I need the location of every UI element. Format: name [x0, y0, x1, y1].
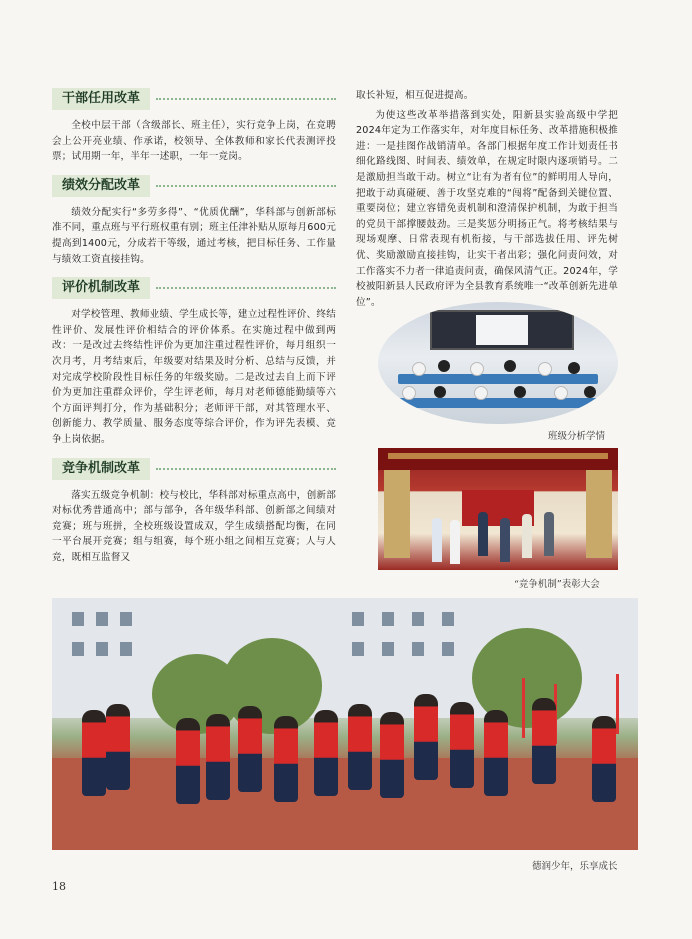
marching-student	[82, 710, 106, 796]
marching-student	[484, 710, 508, 796]
award-recipient	[522, 514, 532, 558]
red-flag	[522, 678, 525, 738]
dotted-rule	[156, 468, 336, 470]
right-column	[356, 88, 618, 320]
section-heading	[52, 88, 336, 110]
student	[504, 360, 516, 372]
student	[554, 386, 568, 400]
dotted-rule	[156, 98, 336, 100]
marching-student	[314, 710, 338, 796]
photo-caption: 德润少年，乐享成长	[532, 861, 618, 872]
section-evaluation-mechanism	[52, 277, 336, 447]
marching-student	[592, 716, 616, 802]
marching-student	[238, 706, 262, 792]
marching-student	[176, 718, 200, 804]
section-title: 评价机制改革	[52, 277, 150, 299]
photo-caption: “竞争机制”表彰大会	[514, 579, 600, 590]
section-heading	[52, 458, 336, 480]
section-heading	[52, 175, 336, 197]
section-title: 绩效分配改革	[52, 175, 150, 197]
implementation-paragraph: 为使这些改革举措落到实处，阳新县实验高级中学把2024年定为工作落实年，对年度目标任务、改革措施积极推进：一是挂图作战销清单。各部门根据年度工作计划责任书细化路线图、时间表、绩效单，在规定时限内逐项销号。二是激励担当敢干动。树立“让有为者有位”的鲜明用人导向，把敢于动真碰硬、善于攻坚克难的“闯将”配备到关键位置、重要岗位；建立容错免责机制和澄清保护机制，为敢于担当的党员干部撑腰鼓劲。三是奖惩分明扬正气。将考核结果与现场观摩、日常表现有机衔接，与干部选拔任用、评先树优、奖励激励直接挂钩，让实干者出彩；强化问责问效，对工作落实不力者一律追责问责，确保风清气正。2024年，学校被阳新县人民政府评为全县教育系统唯一“改革创新先进单位”。	[356, 109, 618, 308]
student	[584, 386, 596, 398]
ceremony-photo	[378, 448, 618, 570]
red-flag	[616, 674, 619, 734]
award-recipient	[478, 512, 488, 556]
classroom-screen	[430, 310, 574, 350]
desk-row	[398, 374, 598, 384]
section-performance-pay	[52, 175, 336, 267]
dotted-rule	[156, 287, 336, 289]
stage-curtain	[586, 470, 612, 558]
marching-student	[348, 704, 372, 790]
dotted-rule	[156, 185, 336, 187]
marching-student	[380, 712, 404, 798]
marching-student	[450, 702, 474, 788]
award-recipient	[500, 518, 510, 562]
section-competition-mechanism	[52, 458, 336, 566]
section-paragraph: 落实五级竞争机制：校与校比，华科部对标重点高中，创新部对标优秀普通高中；部与部争，各年级华科部、创新部之间绩对竞赛；班与班拼，全校班级设置成双，学生成绩搭配均衡，在同一平台展开竞赛；组与组赛，每个班小组之间相互竞赛；人与人竞，既相互监督又	[52, 489, 336, 563]
section-cadre-appointment	[52, 88, 336, 165]
tree	[222, 638, 322, 734]
marching-student	[414, 694, 438, 780]
desk-row	[388, 398, 608, 408]
student	[538, 362, 552, 376]
student	[438, 360, 450, 372]
marching-student	[206, 714, 230, 800]
stage-curtain	[384, 470, 410, 558]
student	[514, 386, 526, 398]
section-paragraph: 全校中层干部（含级部长、班主任），实行竞争上岗，在竞聘会上公开亮业绩、作承诺，校领导、全体教师和家长代表测评投票；试用期一年，半年一述职，一年一竞岗。	[52, 120, 336, 163]
student	[470, 362, 484, 376]
award-recipient	[544, 512, 554, 556]
section-title: 干部任用改革	[52, 88, 150, 110]
marching-student	[274, 716, 298, 802]
classroom-photo	[378, 302, 618, 424]
student	[434, 386, 446, 398]
marching-student	[106, 704, 130, 790]
marching-student	[532, 698, 556, 784]
page-number: 18	[52, 880, 66, 893]
award-recipient	[450, 520, 460, 564]
section-paragraph: 绩效分配实行“多劳多得”、“优质优酬”，华科部与创新部标准不同，重点班与平行班权重有别；班主任津补贴从原每月600元提高到1400元，分成若干等级，通过考核，把目标任务、工作量与绩效工资直接挂钩。	[52, 206, 336, 265]
section-title: 竞争机制改革	[52, 458, 150, 480]
stage-banner	[378, 448, 618, 470]
continued-paragraph: 取长补短，相互促进提高。	[356, 90, 474, 101]
photo-caption: 班级分析学情	[548, 431, 606, 442]
student	[568, 362, 580, 374]
section-paragraph: 对学校管理、教师业绩、学生成长等，建立过程性评价、终结性评价、发展性评价相结合的评价体系。在实施过程中做到两改：一是改过去终结性评价为更加注重过程性评价，每月组织一次月考，月考结束后，年级要对结果及时分析、总结与反馈，并对完成学校阶段性目标任务的年级奖励。二是改过去自上而下评价为更加注重群众评价，学生评老师，每月对老师德能勤绩等六个方面评判打分，作为基础积分；老师评干部，对其管理水平、创新能力、教学质量、服务态度等综合评价，作为评先表模、竞争上岗依据。	[52, 309, 336, 445]
student	[412, 362, 426, 376]
left-column	[52, 88, 336, 575]
student	[402, 386, 416, 400]
student	[474, 386, 488, 400]
parade-photo	[52, 598, 638, 850]
award-recipient	[432, 518, 442, 562]
section-heading	[52, 277, 336, 299]
